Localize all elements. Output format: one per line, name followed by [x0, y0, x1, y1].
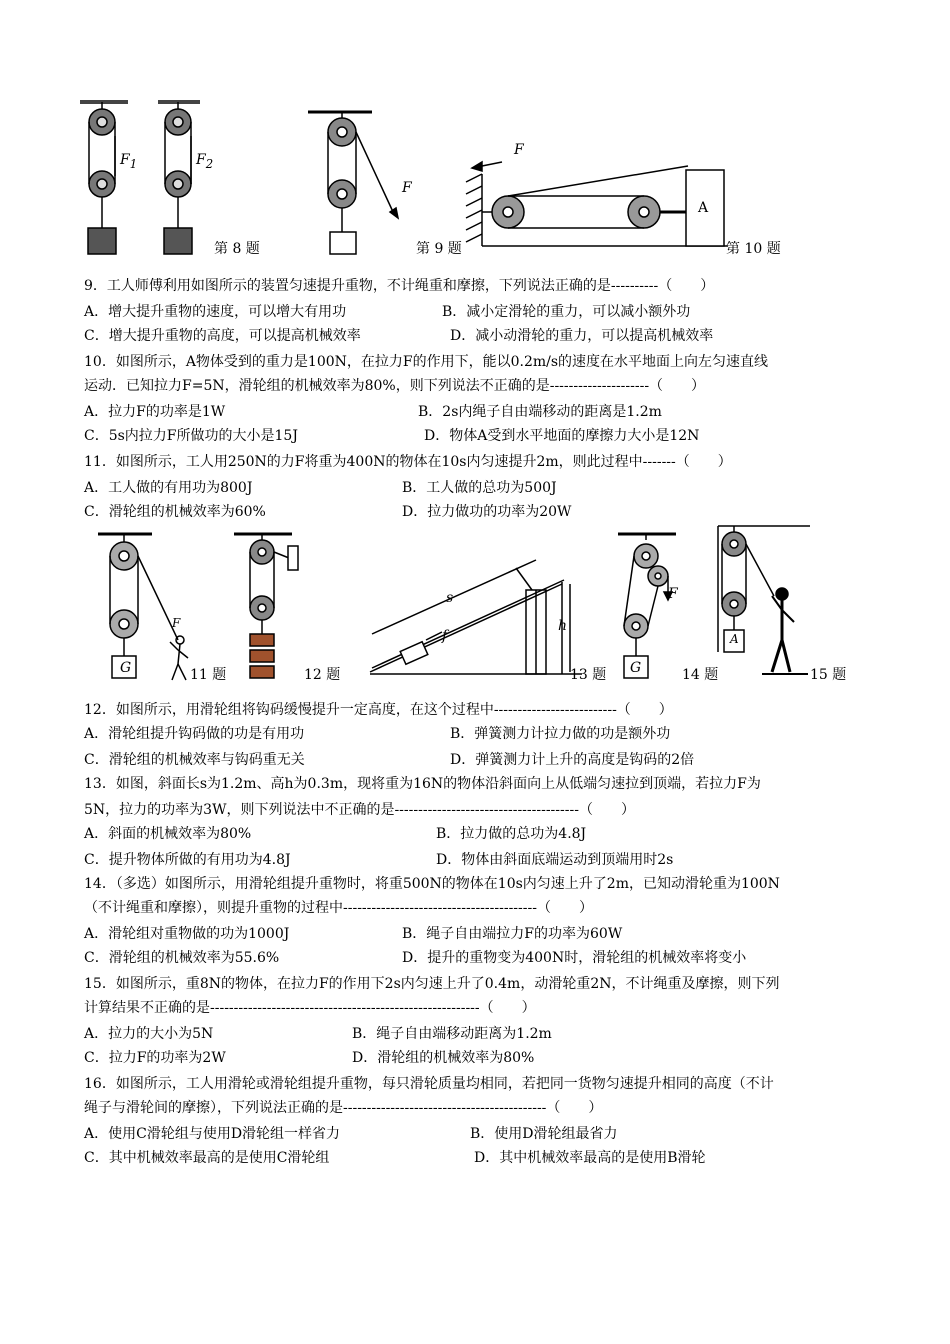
caption-q12: 12 题: [304, 667, 341, 683]
q14-option-a: A．滑轮组对重物做的功为1000J: [84, 926, 290, 942]
q11-option-c: C．滑轮组的机械效率为60%: [84, 504, 266, 520]
figure-q8: [78, 96, 228, 260]
caption-q13: 13 题: [570, 667, 607, 683]
question-13-stem-1: 13．如图，斜面长s为1.2m、高h为0.3m，现将重为16N的物体沿斜面向上从低端匀速拉到顶端，若拉力F为: [84, 776, 761, 792]
question-16-stem-1: 16．如图所示，工人用滑轮或滑轮组提升重物，每只滑轮质量均相同，若把同一货物匀速提升相同的高度（不计: [84, 1076, 774, 1092]
q16-option-b: B．使用D滑轮组最省力: [470, 1126, 618, 1142]
question-15-stem-2: 计算结果不正确的是---------------------------------------------------------（ ）: [84, 1000, 536, 1016]
figure-q10: [462, 138, 730, 250]
question-15-stem-1: 15．如图所示，重8N的物体，在拉力F的作用下2s内匀速上升了0.4m，动滑轮重2N，不计绳重及摩擦，则下列: [84, 976, 780, 992]
force-label-f13: f: [442, 628, 448, 644]
caption-q8: 第 8 题: [214, 241, 260, 257]
force-label-f9: F: [402, 180, 412, 196]
q10-option-a: A．拉力F的功率是1W: [84, 404, 226, 420]
q9-option-d: D．减小动滑轮的重力，可以提高机械效率: [450, 328, 714, 344]
caption-q14: 14 题: [682, 667, 719, 683]
figure-q15: [712, 522, 812, 682]
q15-option-a: A．拉力的大小为5N: [84, 1026, 214, 1042]
q13-option-a: A．斜面的机械效率为80%: [84, 826, 252, 842]
q10-option-c: C．5s内拉力F所做功的大小是15J: [84, 428, 298, 444]
question-14-stem-2: （不计绳重和摩擦），则提升重物的过程中-----------------------------------------（ ）: [84, 900, 593, 916]
q15-option-d: D．滑轮组的机械效率为80%: [352, 1050, 535, 1066]
weight-label-g14: G: [630, 660, 642, 676]
question-12-stem: 12．如图所示，用滑轮组将钩码缓慢提升一定高度，在这个过程中--------------------------（ ）: [84, 702, 673, 718]
question-14-stem-1: 14．（多选）如图所示，用滑轮组提升重物时，将重500N的物体在10s内匀速上升了2m，已知动滑轮重为100N: [84, 876, 780, 892]
q11-option-b: B．工人做的总功为500J: [402, 480, 557, 496]
question-9-stem: 9．工人师傅利用如图所示的装置匀速提升重物，不计绳重和摩擦，下列说法正确的是----------（ ）: [84, 278, 715, 294]
q12-option-c: C．滑轮组的机械效率与钩码重无关: [84, 752, 305, 768]
figure-q11: [96, 530, 206, 684]
question-11-stem: 11．如图所示，工人用250N的力F将重为400N的物体在10s内匀速提升2m，则此过程中-------（ ）: [84, 454, 732, 470]
force-label-f11: F: [172, 616, 181, 630]
q11-option-a: A．工人做的有用功为800J: [84, 480, 253, 496]
q14-option-b: B．绳子自由端拉力F的功率为60W: [402, 926, 623, 942]
q16-option-d: D．其中机械效率最高的是使用B滑轮: [474, 1150, 706, 1166]
caption-q11: 11 题: [190, 667, 227, 683]
q14-option-c: C．滑轮组的机械效率为55.6%: [84, 950, 280, 966]
q13-option-d: D．物体由斜面底端运动到顶端用时2s: [436, 852, 674, 868]
q12-option-d: D．弹簧测力计上升的高度是钩码的2倍: [450, 752, 695, 768]
q9-option-a: A．增大提升重物的速度，可以增大有用功: [84, 304, 347, 320]
question-10-stem-1: 10．如图所示，A物体受到的重力是100N，在拉力F的作用下，能以0.2m/s的速度在水平地面上向左匀速直线: [84, 354, 769, 370]
q15-option-b: B．绳子自由端移动距离为1.2m: [352, 1026, 552, 1042]
caption-q9: 第 9 题: [416, 241, 462, 257]
q11-option-d: D．拉力做功的功率为20W: [402, 504, 572, 520]
figure-q9: [306, 108, 416, 258]
question-16-stem-2: 绳子与滑轮间的摩擦），下列说法正确的是-------------------------------------------（ ）: [84, 1100, 603, 1116]
q13-option-c: C．提升物体所做的有用功为4.8J: [84, 852, 291, 868]
caption-q10: 第 10 题: [726, 241, 781, 257]
q14-option-d: D．提升的重物变为400N时，滑轮组的机械效率将变小: [402, 950, 747, 966]
figure-q14: [612, 530, 692, 684]
q16-option-a: A．使用C滑轮组与使用D滑轮组一样省力: [84, 1126, 341, 1142]
figure-q12: [232, 530, 312, 684]
q16-option-c: C．其中机械效率最高的是使用C滑轮组: [84, 1150, 330, 1166]
weight-label-g11: G: [120, 660, 132, 676]
q9-option-c: C．增大提升重物的高度，可以提高机械效率: [84, 328, 361, 344]
q15-option-c: C．拉力F的功率为2W: [84, 1050, 226, 1066]
height-label-h: h: [558, 618, 568, 634]
q12-option-a: A．滑轮组提升钩码做的功是有用功: [84, 726, 305, 742]
slope-length-label-s: s: [446, 590, 454, 606]
question-10-stem-2: 运动．已知拉力F=5N，滑轮组的机械效率为80%，则下列说法不正确的是---------------------（ ）: [84, 378, 706, 394]
question-13-stem-2: 5N，拉力的功率为3W，则下列说法中不正确的是---------------------------------------（ ）: [84, 802, 635, 818]
force-label-f1: $F_1$: [120, 152, 138, 171]
q10-option-b: B．2s内绳子自由端移动的距离是1.2m: [418, 404, 662, 420]
force-label-f2: $F_2$: [196, 152, 214, 171]
q9-option-b: B．减小定滑轮的重力，可以减小额外功: [442, 304, 691, 320]
block-label-a: A: [698, 200, 709, 216]
force-label-f10: F: [514, 142, 524, 158]
q13-option-b: B．拉力做的总功为4.8J: [436, 826, 587, 842]
figure-q13: [366, 550, 586, 680]
block-label-a15: A: [730, 632, 739, 646]
caption-q15: 15 题: [810, 667, 847, 683]
q12-option-b: B．弹簧测力计拉力做的功是额外功: [450, 726, 671, 742]
q10-option-d: D．物体A受到水平地面的摩擦力大小是12N: [424, 428, 700, 444]
force-label-f14: F: [668, 586, 678, 602]
